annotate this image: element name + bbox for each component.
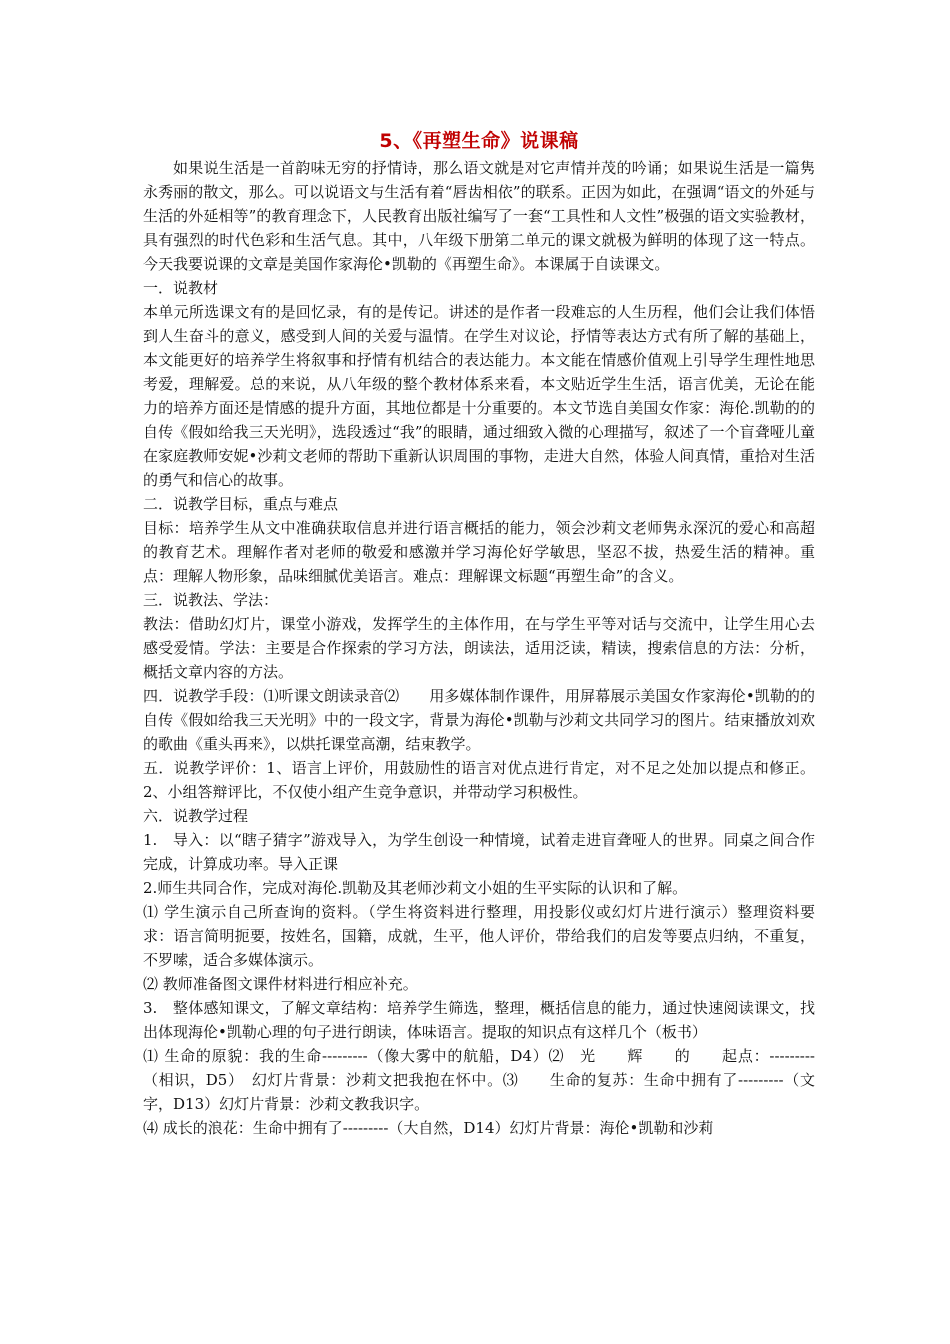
section-heading-3: 三．说教法、学法： [143,591,279,609]
section-heading-1: 一．说教材 [143,279,219,297]
process-step-3: 3. 整体感知课文，了解文章结构：培养学生筛选，整理，概括信息的能力，通过快速阅读课文，找出体现海伦•凯勒心理的句子进行朗读，体味语言。提取的知识点有这样几个（板书） [143,999,815,1041]
section-heading-6: 六．说教学过程 [143,807,249,825]
section-1-paragraph: 本单元所选课文有的是回忆录，有的是传记。讲述的是作者一段难忘的人生历程，他们会让我们体悟到人生奋斗的意义，感受到人间的关爱与温情。在学生对议论，抒情等表达方式有所了解的基础上，本文能更好的培养学生将叙事和抒情有机结合的表达能力。本文能在情感价值观上引导学生理性地思考爱，理解爱。总的来说，从八年级的整个教材体系来看，本文贴近学生生活，语言优美，无论在能力的培养方面还是情感的提升方面，其地位都是十分重要的。本文节选自美国女作家：海伦.凯勒的的自传《假如给我三天光明》，选段透过“我”的眼睛，通过细致入微的心理描写，叙述了一个盲聋哑儿童在家庭教师安妮•沙莉文老师的帮助下重新认识周围的事物，走进大自然，体验人间真情，重拾对生活的勇气和信心的故事。 [143,303,815,489]
section-2-paragraph: 目标：培养学生从文中准确获取信息并进行语言概括的能力，领会沙莉文老师隽永深沉的爱心和高超的教育艺术。理解作者对老师的敬爱和感激并学习海伦好学敏思，坚忍不拔，热爱生活的精神。重点：理解人物形象，品味细腻优美语言。难点：理解课文标题“再塑生命”的含义。 [143,519,815,585]
process-step-2: 2.师生共同合作，完成对海伦.凯勒及其老师沙莉文小姐的生平实际的认识和了解。 [143,879,688,897]
section-5-paragraph: 五．说教学评价：1、语言上评价，用鼓励性的语言对优点进行肯定，对不足之处加以提点和修正。2、小组答辩评比，不仅使小组产生竞争意识，并带动学习积极性。 [143,759,815,801]
process-step-1: 1. 导入：以“瞎子猜字”游戏导入，为学生创设一种情境，试着走进盲聋哑人的世界。同桌之间合作完成，计算成功率。导入正课 [143,831,815,873]
document-page [143,126,815,1140]
intro-paragraph: 如果说生活是一首韵味无穷的抒情诗，那么语文就是对它声情并茂的吟诵；如果说生活是一篇隽永秀丽的散文，那么。可以说语文与生活有着“唇齿相依”的联系。正因为如此，在强调“语文的外延与生活的外延相等”的教育理念下，人民教育出版社编写了一套“工具性和人文性”极强的语文实验教材，具有强烈的时代色彩和生活气息。其中，八年级下册第二单元的课文就极为鲜明的体现了这一特点。今天我要说课的文章是美国作家海伦•凯勒的《再塑生命》。本课属于自读课文。 [143,159,815,273]
section-3-paragraph: 教法：借助幻灯片，课堂小游戏，发挥学生的主体作用，在与学生平等对话与交流中，让学生用心去感受爱情。学法：主要是合作探索的学习方法，朗读法，适用泛读，精读，搜索信息的方法：分析，概括文章内容的方法。 [143,615,815,681]
process-step-3-point-4: ⑷ 成长的浪花：生命中拥有了---------（大自然，D14）幻灯片背景：海伦•凯勒和沙莉 [143,1119,714,1137]
section-4-paragraph: 四．说教学手段：⑴听课文朗读录音⑵ 用多媒体制作课件，用屏幕展示美国女作家海伦•凯勒的的自传《假如给我三天光明》中的一段文字，背景为海伦•凯勒与沙莉文共同学习的图片。结束播放刘欢的歌曲《重头再来》，以烘托课堂高潮，结束教学。 [143,687,815,753]
process-step-2-sub-1: ⑴ 学生演示自己所查询的资料。（学生将资料进行整理，用投影仪或幻灯片进行演示）整理资料要求：语言简明扼要，按姓名，国籍，成就，生平，他人评价，带给我们的启发等要点归纳，不重复，不罗嗦，适合多媒体演示。 [143,903,815,969]
document-title: 5、《再塑生命》说课稿 [379,130,579,152]
section-heading-2: 二．说教学目标，重点与难点 [143,495,339,513]
process-step-3-points: ⑴ 生命的原貌：我的生命---------（像大雾中的航船，D4）⑵ 光 辉 的 起点：---------（相识，D5） 幻灯片背景：沙莉文把我抱在怀中。⑶ 生命的复苏：生命中拥有了---------（文字，D13）幻灯片背景：沙莉文教我识字。 [143,1047,815,1113]
process-step-2-sub-2: ⑵ 教师准备图文课件材料进行相应补充。 [143,975,418,993]
